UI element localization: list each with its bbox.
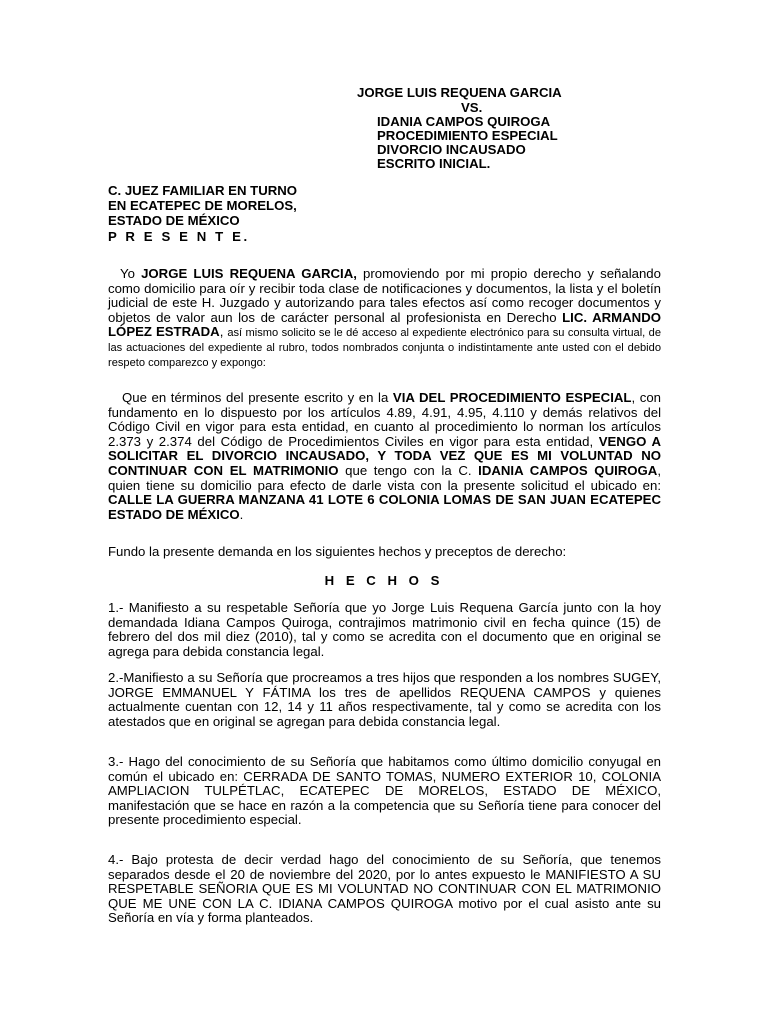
intro-paragraph: Yo JORGE LUIS REQUENA GARCIA, promoviendo por mi propio derecho y señalando como domicilio para oír y recibir toda clase de notificaciones y documentos, la lista y el boletín judicial de este H. Juzgado y autorizando para tales efectos así como recoger documentos y objetos de valor aun los de carácter personal al profesionista en Derecho LIC. ARMANDO LÓPEZ ESTRADA, así mismo solicito se le dé acceso al expediente electrónico para su consulta virtual, de las actuaciones del expediente al rubro, todos nombrados conjunta o indistintamente ante usted con el debido respeto comparezco y expongo: <box>108 266 661 370</box>
caption-document: ESCRITO INICIAL. <box>377 156 491 171</box>
hechos-heading: H E C H O S <box>324 573 444 588</box>
addressee-line: EN ECATEPEC DE MORELOS, <box>108 198 297 214</box>
addressee-block <box>108 183 297 244</box>
fundo-paragraph: Fundo la presente demanda en los siguientes hechos y preceptos de derecho: <box>108 544 567 559</box>
caption-plaintiff: JORGE LUIS REQUENA GARCIA <box>357 85 562 100</box>
hecho-4: 4.- Bajo protesta de decir verdad hago del conocimiento de su Señoría, que tenemos separados desde el 20 de noviembre del 2020, por lo antes expuesto le MANIFIESTO A SU RESPETABLE SEÑORIA QUE ES MI VOLUNTAD NO CONTINUAR CON EL MATRIMONIO QUE ME UNE CON LA C. IDIANA CAMPOS QUIROGA motivo por el cual asisto ante su Señoría en vía y forma planteados. <box>108 852 661 926</box>
addressee-line: C. JUEZ FAMILIAR EN TURNO <box>108 183 298 198</box>
virtual-access-text: así mismo solicito se le dé acceso al expediente electrónico para su consulta virtual, de las actuaciones del expediente al rubro, todos nombrados conjunta o indistintamente ante usted con el debido respeto comparezco y expongo: <box>108 327 661 370</box>
caption-defendant: IDANIA CAMPOS QUIROGA <box>377 114 551 129</box>
petitioner-name: JORGE LUIS REQUENA GARCIA, <box>141 266 357 281</box>
addressee-line: ESTADO DE MÉXICO <box>108 213 240 229</box>
divorce-request: VENGO A SOLICITAR EL DIVORCIO INCAUSADO, Y TODA VEZ QUE ES MI VOLUNTAD NO CONTINUAR CON EL MATRIMONIO <box>108 433 661 478</box>
lawyer-name: LIC. ARMANDO LÓPEZ ESTRADA <box>108 309 661 340</box>
addressee-presente: P R E S E N T E. <box>108 228 248 244</box>
caption-type: DIVORCIO INCAUSADO <box>377 142 526 157</box>
hecho-3: 3.- Hago del conocimiento de su Señoría que habitamos como último domicilio conyugal en común el ubicado en: CERRADA DE SANTO TOMAS, NUMERO EXTERIOR 10, COLONIA AMPLIACION TULPÉTLAC, ECATEPEC DE MORELOS, ESTADO DE MÉXICO, manifestación que se hace en razón a la competencia que su Señoría tiene para conocer del presente procedimiento especial. <box>108 754 661 828</box>
respondent-address: CALLE LA GUERRA MANZANA 41 LOTE 6 COLONIA LOMAS DE SAN JUAN ECATEPEC ESTADO DE MÉXICO <box>108 492 661 522</box>
hecho-2: 2.-Manifiesto a su Señoría que procreamos a tres hijos que responden a los nombres SUGEY, JORGE EMMANUEL Y FÁTIMA los tres de apellidos REQUENA CAMPOS y quienes actualmente cuentan con 12, 14 y 11 años respectivamente, tal y como se acredita con los atestados que en original se agregan para debida constancia legal. <box>108 670 661 729</box>
caption-procedure: PROCEDIMIENTO ESPECIAL <box>377 128 558 143</box>
hecho-1: 1.- Manifiesto a su respetable Señoría que yo Jorge Luis Requena García junto con la hoy demandada Idiana Campos Quiroga, contrajimos matrimonio civil en fecha quince (15) de febrero del dos mil diez (2010), tal y como se acredita con el documento que en original se agrega para debida constancia legal. <box>108 600 661 659</box>
respondent-name: IDANIA CAMPOS QUIROGA <box>478 462 658 478</box>
caption-versus: VS. <box>461 100 483 115</box>
request-paragraph: Que en términos del presente escrito y en la VIA DEL PROCEDIMIENTO ESPECIAL, con fundamento en lo dispuesto por los artículos 4.89, 4.91, 4.95, 4.110 y demás relativos del Código Civil en vigor para esta entidad, en cuanto al procedimiento lo norman los artículos 2.373 y 2.374 del Código de Procedimientos Civiles en vigor para esta entidad, VENGO A SOLICITAR EL DIVORCIO INCAUSADO, Y TODA VEZ QUE ES MI VOLUNTAD NO CONTINUAR CON EL MATRIMONIO que tengo con la C. IDANIA CAMPOS QUIROGA, quien tiene su domicilio para efecto de darle vista con la presente solicitud el ubicado en: CALLE LA GUERRA MANZANA 41 LOTE 6 COLONIA LOMAS DE SAN JUAN ECATEPEC ESTADO DE MÉXICO. <box>108 390 661 522</box>
